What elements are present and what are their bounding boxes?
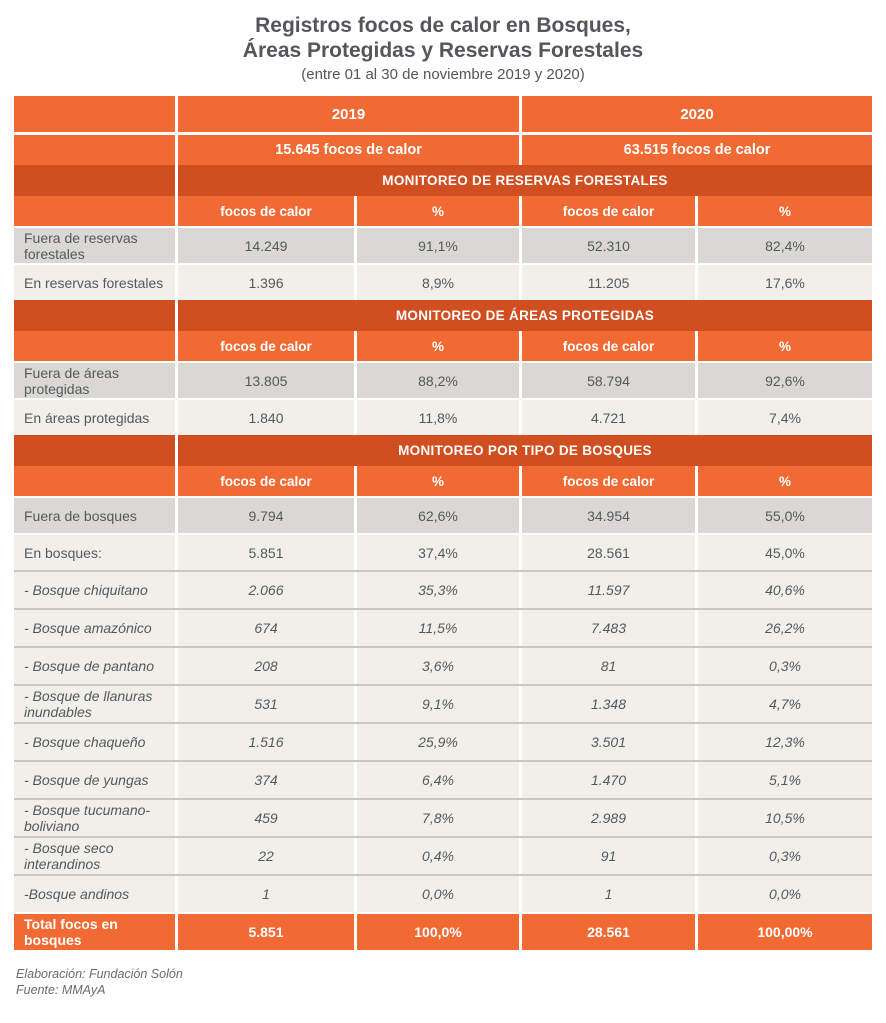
value-cell: 10,5%: [698, 800, 872, 836]
row-label: - Bosque chiquitano: [14, 572, 178, 608]
total-value-cell: 100,00%: [698, 914, 872, 950]
column-header-spacer-cell: [14, 196, 178, 226]
year-totals-row: [14, 132, 872, 165]
value-cell: 459: [178, 800, 357, 836]
row-label: En áreas protegidas: [14, 400, 178, 435]
value-cell: 82,4%: [698, 228, 872, 263]
value-cell: 674: [178, 610, 357, 646]
data-row: [14, 263, 872, 300]
value-cell: 11,5%: [357, 610, 522, 646]
data-row: [14, 570, 872, 608]
column-header-cell: %: [357, 466, 522, 496]
data-row: [14, 798, 872, 836]
value-cell: 92,6%: [698, 363, 872, 398]
value-cell: 3,6%: [357, 648, 522, 684]
row-label: - Bosque de llanuras inundables: [14, 686, 178, 722]
table-sections: [14, 165, 872, 912]
row-label: En bosques:: [14, 535, 178, 570]
value-cell: 5,1%: [698, 762, 872, 798]
column-header-cell: %: [357, 196, 522, 226]
value-cell: 1.396: [178, 265, 357, 300]
section-title: MONITOREO POR TIPO DE BOSQUES: [178, 435, 872, 466]
value-cell: 91,1%: [357, 228, 522, 263]
data-row: [14, 684, 872, 722]
title-subtitle: (entre 01 al 30 de noviembre 2019 y 2020): [301, 66, 585, 83]
section-title: MONITOREO DE ÁREAS PROTEGIDAS: [178, 300, 872, 331]
data-row: [14, 722, 872, 760]
value-cell: 28.561: [522, 535, 698, 570]
data-row: [14, 361, 872, 398]
row-label: Fuera de bosques: [14, 498, 178, 533]
elaboracion-line: Elaboración: Fundación Solón: [16, 967, 183, 981]
row-label: - Bosque de yungas: [14, 762, 178, 798]
title-line-2: Áreas Protegidas y Reservas Forestales: [242, 39, 644, 62]
fuente-line: Fuente: MMAyA: [16, 983, 106, 997]
total-row-label: Total focos en bosques: [14, 914, 178, 950]
value-cell: 35,3%: [357, 572, 522, 608]
value-cell: 5.851: [178, 535, 357, 570]
value-cell: 208: [178, 648, 357, 684]
data-row: [14, 533, 872, 570]
value-cell: 4.721: [522, 400, 698, 435]
data-row: [14, 496, 872, 533]
column-header-cell: focos de calor: [178, 466, 357, 496]
page-title: [0, 0, 886, 83]
value-cell: 2.989: [522, 800, 698, 836]
year-total-2019: 15.645 focos de calor: [178, 135, 522, 165]
value-cell: 11.597: [522, 572, 698, 608]
data-row: [14, 874, 872, 912]
value-cell: 8,9%: [357, 265, 522, 300]
column-header-spacer-cell: [14, 466, 178, 496]
section-band-row: [14, 300, 872, 331]
column-header-row: [14, 331, 872, 361]
data-row: [14, 646, 872, 684]
value-cell: 1: [522, 876, 698, 912]
value-cell: 55,0%: [698, 498, 872, 533]
row-label: - Bosque amazónico: [14, 610, 178, 646]
row-label: - Bosque de pantano: [14, 648, 178, 684]
column-header-cell: focos de calor: [522, 466, 698, 496]
column-header-cell: focos de calor: [178, 196, 357, 226]
section-title: MONITOREO DE RESERVAS FORESTALES: [178, 165, 872, 196]
column-header-cell: focos de calor: [178, 331, 357, 361]
column-header-cell: %: [698, 331, 872, 361]
value-cell: 62,6%: [357, 498, 522, 533]
value-cell: 1: [178, 876, 357, 912]
value-cell: 9.794: [178, 498, 357, 533]
row-label: En reservas forestales: [14, 265, 178, 300]
value-cell: 52.310: [522, 228, 698, 263]
year-totals-spacer-cell: [14, 135, 178, 165]
value-cell: 0,0%: [698, 876, 872, 912]
column-header-cell: %: [698, 466, 872, 496]
section-band-row: [14, 435, 872, 466]
value-cell: 14.249: [178, 228, 357, 263]
value-cell: 45,0%: [698, 535, 872, 570]
year-total-2020: 63.515 focos de calor: [522, 135, 872, 165]
value-cell: 1.470: [522, 762, 698, 798]
column-header-row: [14, 196, 872, 226]
value-cell: 0,0%: [357, 876, 522, 912]
value-cell: 374: [178, 762, 357, 798]
value-cell: 2.066: [178, 572, 357, 608]
column-header-cell: %: [357, 331, 522, 361]
value-cell: 7.483: [522, 610, 698, 646]
value-cell: 12,3%: [698, 724, 872, 760]
value-cell: 58.794: [522, 363, 698, 398]
data-row: [14, 398, 872, 435]
value-cell: 25,9%: [357, 724, 522, 760]
row-label: - Bosque tucumano-boliviano: [14, 800, 178, 836]
value-cell: 6,4%: [357, 762, 522, 798]
value-cell: 11.205: [522, 265, 698, 300]
year-header-2020: 2020: [522, 96, 872, 132]
year-header-2019: 2019: [178, 96, 522, 132]
data-row: [14, 760, 872, 798]
column-header-cell: focos de calor: [522, 196, 698, 226]
value-cell: 0,4%: [357, 838, 522, 874]
value-cell: 81: [522, 648, 698, 684]
value-cell: 1.516: [178, 724, 357, 760]
value-cell: 0,3%: [698, 838, 872, 874]
value-cell: 13.805: [178, 363, 357, 398]
source-note: [16, 966, 886, 998]
row-label: - Bosque chaqueño: [14, 724, 178, 760]
total-value-cell: 100,0%: [357, 914, 522, 950]
data-table: [14, 96, 872, 950]
column-header-cell: %: [698, 196, 872, 226]
row-label: -Bosque andinos: [14, 876, 178, 912]
value-cell: 37,4%: [357, 535, 522, 570]
total-value-cell: 5.851: [178, 914, 357, 950]
section-band-spacer-cell: [14, 300, 178, 331]
data-row: [14, 226, 872, 263]
value-cell: 1.348: [522, 686, 698, 722]
value-cell: 40,6%: [698, 572, 872, 608]
row-label: - Bosque seco interandinos: [14, 838, 178, 874]
value-cell: 1.840: [178, 400, 357, 435]
column-header-spacer-cell: [14, 331, 178, 361]
column-header-row: [14, 466, 872, 496]
row-label: Fuera de áreas protegidas: [14, 363, 178, 398]
data-row: [14, 836, 872, 874]
column-header-cell: focos de calor: [522, 331, 698, 361]
total-row: [14, 912, 872, 950]
value-cell: 11,8%: [357, 400, 522, 435]
value-cell: 0,3%: [698, 648, 872, 684]
row-label: Fuera de reservas forestales: [14, 228, 178, 263]
value-cell: 7,8%: [357, 800, 522, 836]
value-cell: 88,2%: [357, 363, 522, 398]
data-row: [14, 608, 872, 646]
value-cell: 4,7%: [698, 686, 872, 722]
value-cell: 3.501: [522, 724, 698, 760]
value-cell: 34.954: [522, 498, 698, 533]
value-cell: 7,4%: [698, 400, 872, 435]
value-cell: 91: [522, 838, 698, 874]
value-cell: 9,1%: [357, 686, 522, 722]
year-header-row: [14, 96, 872, 132]
value-cell: 22: [178, 838, 357, 874]
title-line-1: Registros focos de calor en Bosques,: [255, 14, 631, 37]
value-cell: 531: [178, 686, 357, 722]
section-band-row: [14, 165, 872, 196]
value-cell: 26,2%: [698, 610, 872, 646]
year-header-spacer-cell: [14, 96, 178, 132]
section-band-spacer-cell: [14, 435, 178, 466]
section-band-spacer-cell: [14, 165, 178, 196]
value-cell: 17,6%: [698, 265, 872, 300]
total-value-cell: 28.561: [522, 914, 698, 950]
